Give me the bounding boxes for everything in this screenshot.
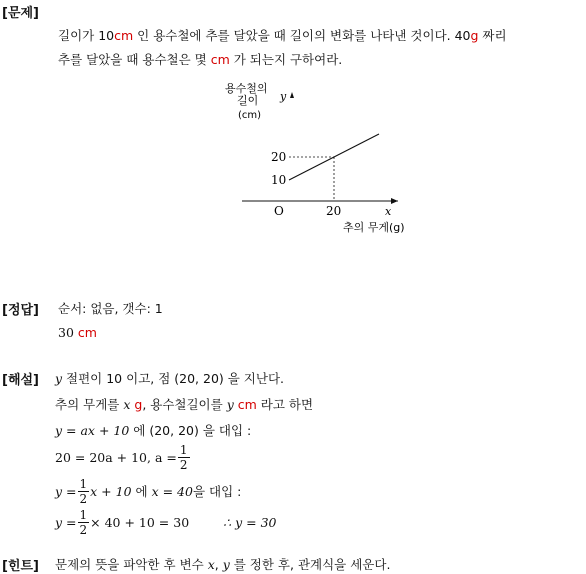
explanation-line-2: 추의 무게를 x g, 용수철길이를 y cm 라고 하면: [55, 397, 314, 412]
x-tick-20: 20: [326, 204, 342, 218]
fraction: $\frac{1}{2}$: [79, 476, 88, 506]
spring-length-graph: [220, 80, 420, 240]
y-variable: y: [280, 90, 287, 103]
problem-line-1: 길이가 10cm 인 용수철에 추를 달았을 때 길이의 변화를 나타낸 것이다. 40g 짜리: [58, 28, 507, 43]
y-axis-label-line2: 길이: [237, 94, 259, 107]
answer-label: [정답]: [2, 303, 39, 318]
fraction: $\frac{1}{2}$: [179, 442, 188, 472]
y-tick-10: 10: [271, 173, 287, 187]
explanation-line-3: y = ax + 10 에 (20, 20) 을 대입 :: [55, 423, 252, 438]
explanation-line-6: y = $\frac{1}{2}$ × 40 + 10 = 30 ∴ y = 30: [55, 507, 277, 537]
hint-label: [힌트]: [2, 559, 39, 574]
x-axis-label: 추의 무게(g): [343, 221, 405, 234]
problem-line-2: 추를 달았을 때 용수철은 몇 cm 가 되는지 구하여라.: [58, 52, 343, 67]
fraction: $\frac{1}{2}$: [79, 507, 88, 537]
unit-cm: cm: [114, 28, 134, 43]
origin-label: O: [274, 204, 284, 218]
hint-text: 문제의 뜻을 파악한 후 변수 x, y 를 정한 후, 관계식을 세운다.: [55, 557, 391, 572]
therefore-result: ∴ y = 30: [223, 514, 277, 530]
y-axis-label-line1: 용수철의: [225, 82, 268, 95]
unit-cm: cm: [77, 325, 97, 340]
explanation-label: [해설]: [2, 373, 39, 388]
unit-cm: cm: [210, 52, 230, 67]
problem-label: [문제]: [2, 6, 39, 21]
answer-line-1: 순서: 없음, 갯수: 1: [58, 301, 163, 316]
y-axis-label-unit: (cm): [238, 110, 262, 121]
unit-g: g: [470, 28, 479, 43]
explanation-line-1: y 절편이 10 이고, 점 (20, 20) 을 지난다.: [55, 371, 284, 386]
x-variable: x: [385, 205, 392, 218]
explanation-line-4: 20 = 20a + 10, a = $\frac{1}{2}$: [55, 442, 188, 472]
y-axis-arrow-icon: [290, 92, 294, 98]
y-tick-20: 20: [271, 150, 287, 164]
explanation-line-5: y = $\frac{1}{2}$ x + 10 에 x = 40 을 대입 :: [55, 476, 242, 506]
answer-value: 30 cm: [58, 325, 97, 340]
